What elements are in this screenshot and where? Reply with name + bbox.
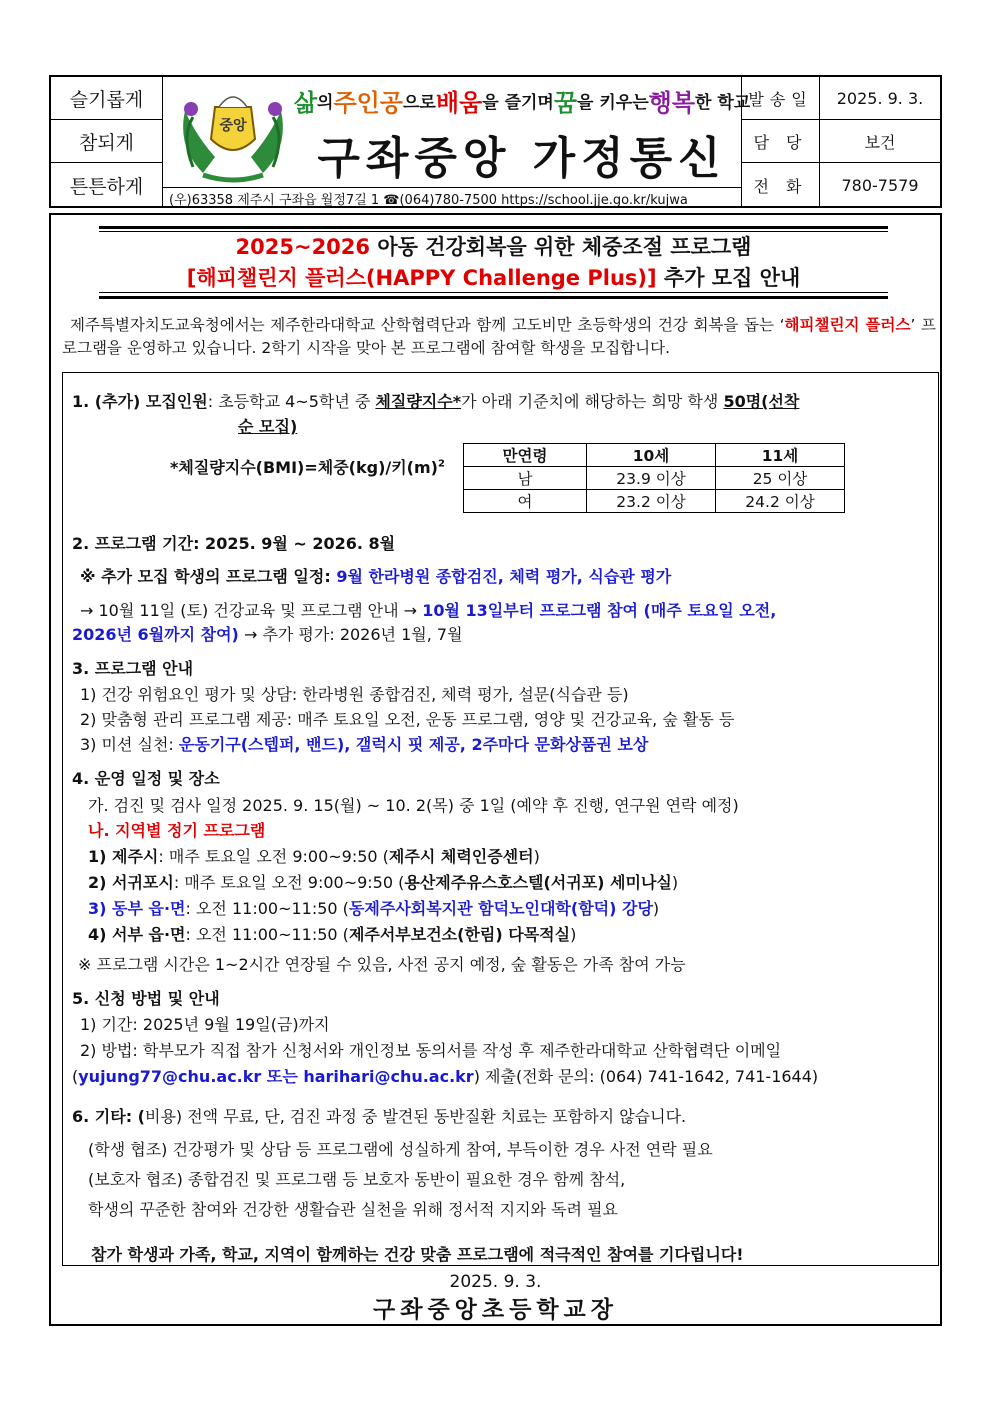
closing-message: 참가 학생과 가족, 학교, 지역이 함께하는 건강 맞춤 프로그램에 적극적인 참여를 기다립니다! xyxy=(91,1245,744,1264)
s4-region-east: 3) 동부 읍·면: 오전 11:00~11:50 (동제주사회복지관 함덕노인대학(함덕) 강당) xyxy=(88,899,660,918)
school-address: (우)63358 제주시 구좌읍 월정7길 1 ☎(064)780-7500 https://school.jje.go.kr/kujwa xyxy=(163,187,741,208)
footer-date: 2025. 9. 3. xyxy=(449,1272,542,1292)
send-date-value: 2025. 9. 3. xyxy=(819,77,940,120)
s3-title: 3. 프로그램 안내 xyxy=(72,659,194,678)
table-cell: 23.9 이상 xyxy=(587,467,716,490)
s4-checkup-schedule: 가. 검진 및 검사 일정 2025. 9. 15(월) ~ 10. 2(목) 중 1일 (예약 후 진행, 연구원 연락 예정) xyxy=(88,796,739,815)
send-date-label: 발송일 xyxy=(741,77,819,120)
s4-regional-title: 나. 지역별 정기 프로그램 xyxy=(88,821,266,840)
s5-period: 1) 기간: 2025년 9월 19일(금)까지 xyxy=(80,1015,330,1034)
table-cell: 여 xyxy=(464,490,587,513)
table-cell: 23.2 이상 xyxy=(587,490,716,513)
s1-recruit-line2: 순 모집) xyxy=(238,417,298,436)
manager-label: 담 당 xyxy=(741,120,819,163)
s3-item-2: 2) 맞춤형 관리 프로그램 제공: 매주 토요일 오전, 운동 프로그램, 영양 및 건강교육, 숲 활동 등 xyxy=(80,710,735,729)
s3-item-3: 3) 미션 실천: 운동기구(스텝퍼, 밴드), 갤럭시 핏 제공, 2주마다 문화상품권 보상 xyxy=(80,735,649,754)
s4-region-west: 4) 서부 읍·면: 오전 11:00~11:50 (제주서부보건소(한림) 다목적실) xyxy=(88,925,577,944)
bmi-formula: *체질량지수(BMI)=체중(kg)/키$(m)^2$ xyxy=(170,458,445,477)
s5-method-contact: (yujung77@chu.ac.kr 또는 harihari@chu.ac.kr) 제출(전화 문의: (064) 741-1642, 741-1644) xyxy=(72,1067,819,1086)
s2-schedule-line1: → 10월 11일 (토) 건강교육 및 프로그램 안내 → 10월 13일부터 프로그램 참여 (매주 토요일 오전, xyxy=(80,601,777,620)
s6-guardian-support: 학생의 꾸준한 참여와 건강한 생활습관 실천을 위해 정서적 지지와 독려 필요 xyxy=(88,1200,618,1219)
newsletter-header xyxy=(49,75,942,208)
table-header: 10세 xyxy=(587,444,716,467)
s2-title: 2. 프로그램 기간: 2025. 9월 ~ 2026. 8월 xyxy=(72,534,396,553)
intro-paragraph: 제주특별자치도교육청에서는 제주한라대학교 산학협력단과 함께 고도비만 초등학생의 건강 회복을 돕는 ‘해피챌린지 플러스’ 프로그램을 운영하고 있습니다. 2학기 시작을 맞아 본 프로그램에 참여할 학생을 모집합니다. xyxy=(62,316,936,357)
bmi-criteria-table xyxy=(463,443,845,513)
s4-note: ※ 프로그램 시간은 1~2시간 연장될 수 있음, 사전 공지 예정, 숲 활동은 가족 참여 가능 xyxy=(78,955,686,974)
motto-true: 참되게 xyxy=(51,120,163,163)
s5-title: 5. 신청 방법 및 안내 xyxy=(72,989,220,1008)
school-logo xyxy=(163,77,303,185)
s1-recruit-line: 1. (추가) 모집인원: 초등학교 4~5학년 중 체질량지수*가 아래 기준치에 해당하는 희망 학생 50명(선착 xyxy=(72,392,800,411)
s6-guardian-cooperation: (보호자 협조) 종합검진 및 프로그램 등 보호자 동반이 필요한 경우 함께 참석, xyxy=(88,1170,626,1189)
s6-cost: 6. 기타: (비용) 전액 무료, 단, 검진 과정 중 발견된 동반질환 치료는 포함하지 않습니다. xyxy=(72,1107,687,1126)
title-rule-bottom-thin xyxy=(99,292,888,293)
manager-value: 보건 xyxy=(819,120,940,163)
title-rule-top xyxy=(99,226,888,229)
table-cell: 24.2 이상 xyxy=(716,490,845,513)
principal-signature: 구좌중앙초등학교장 xyxy=(373,1297,618,1323)
doc-title-line2: [해피챌린지 플러스(HAPPY Challenge Plus)] 추가 모집 안내 xyxy=(186,266,801,290)
s4-region-jeju: 1) 제주시: 매주 토요일 오전 9:00~9:50 (제주시 체력인증센터) xyxy=(88,847,540,866)
phone-value: 780-7579 xyxy=(819,163,940,208)
table-row xyxy=(464,490,845,513)
s3-item-1: 1) 건강 위험요인 평가 및 상담: 한라병원 종합검진, 체력 평가, 설문(식습관 등) xyxy=(80,685,629,704)
motto-wise: 슬기롭게 xyxy=(51,77,163,120)
title-rule-bottom xyxy=(99,296,888,299)
table-header: 11세 xyxy=(716,444,845,467)
doc-title-line1: 2025~2026 아동 건강회복을 위한 체중조절 프로그램 xyxy=(235,235,752,259)
s4-region-seogwipo: 2) 서귀포시: 매주 토요일 오전 9:00~9:50 (용산제주유스호스텔(서귀포) 세미나실) xyxy=(88,873,679,892)
newsletter-title: 구좌중앙 가정통신 xyxy=(317,133,727,184)
school-slogan: 삶 의 주인공 으로 배움 을 즐기며 꿈 을 키우는 행복 한 학교 xyxy=(293,88,751,117)
s4-title: 4. 운영 일정 및 장소 xyxy=(72,769,220,788)
table-row xyxy=(464,467,845,490)
motto-strong: 튼튼하게 xyxy=(51,163,163,208)
logo-lettering: 중앙 xyxy=(219,118,247,134)
table-cell: 남 xyxy=(464,467,587,490)
table-row xyxy=(464,444,845,467)
phone-label: 전 화 xyxy=(741,163,819,208)
s5-method: 2) 방법: 학부모가 직접 참가 신청서와 개인정보 동의서를 작성 후 제주한라대학교 산학협력단 이메일 xyxy=(80,1041,782,1060)
table-cell: 25 이상 xyxy=(716,467,845,490)
s6-student-cooperation: (학생 협조) 건강평가 및 상담 등 프로그램에 성실하게 참여, 부득이한 경우 사전 연락 필요 xyxy=(88,1140,713,1159)
table-header: 만연령 xyxy=(464,444,587,467)
s2-note: ※ 추가 모집 학생의 프로그램 일정: 9월 한라병원 종합검진, 체력 평가, 식습관 평가 xyxy=(80,567,672,586)
s2-schedule-line2: 2026년 6월까지 참여) → 추가 평가: 2026년 1월, 7월 xyxy=(72,625,463,644)
